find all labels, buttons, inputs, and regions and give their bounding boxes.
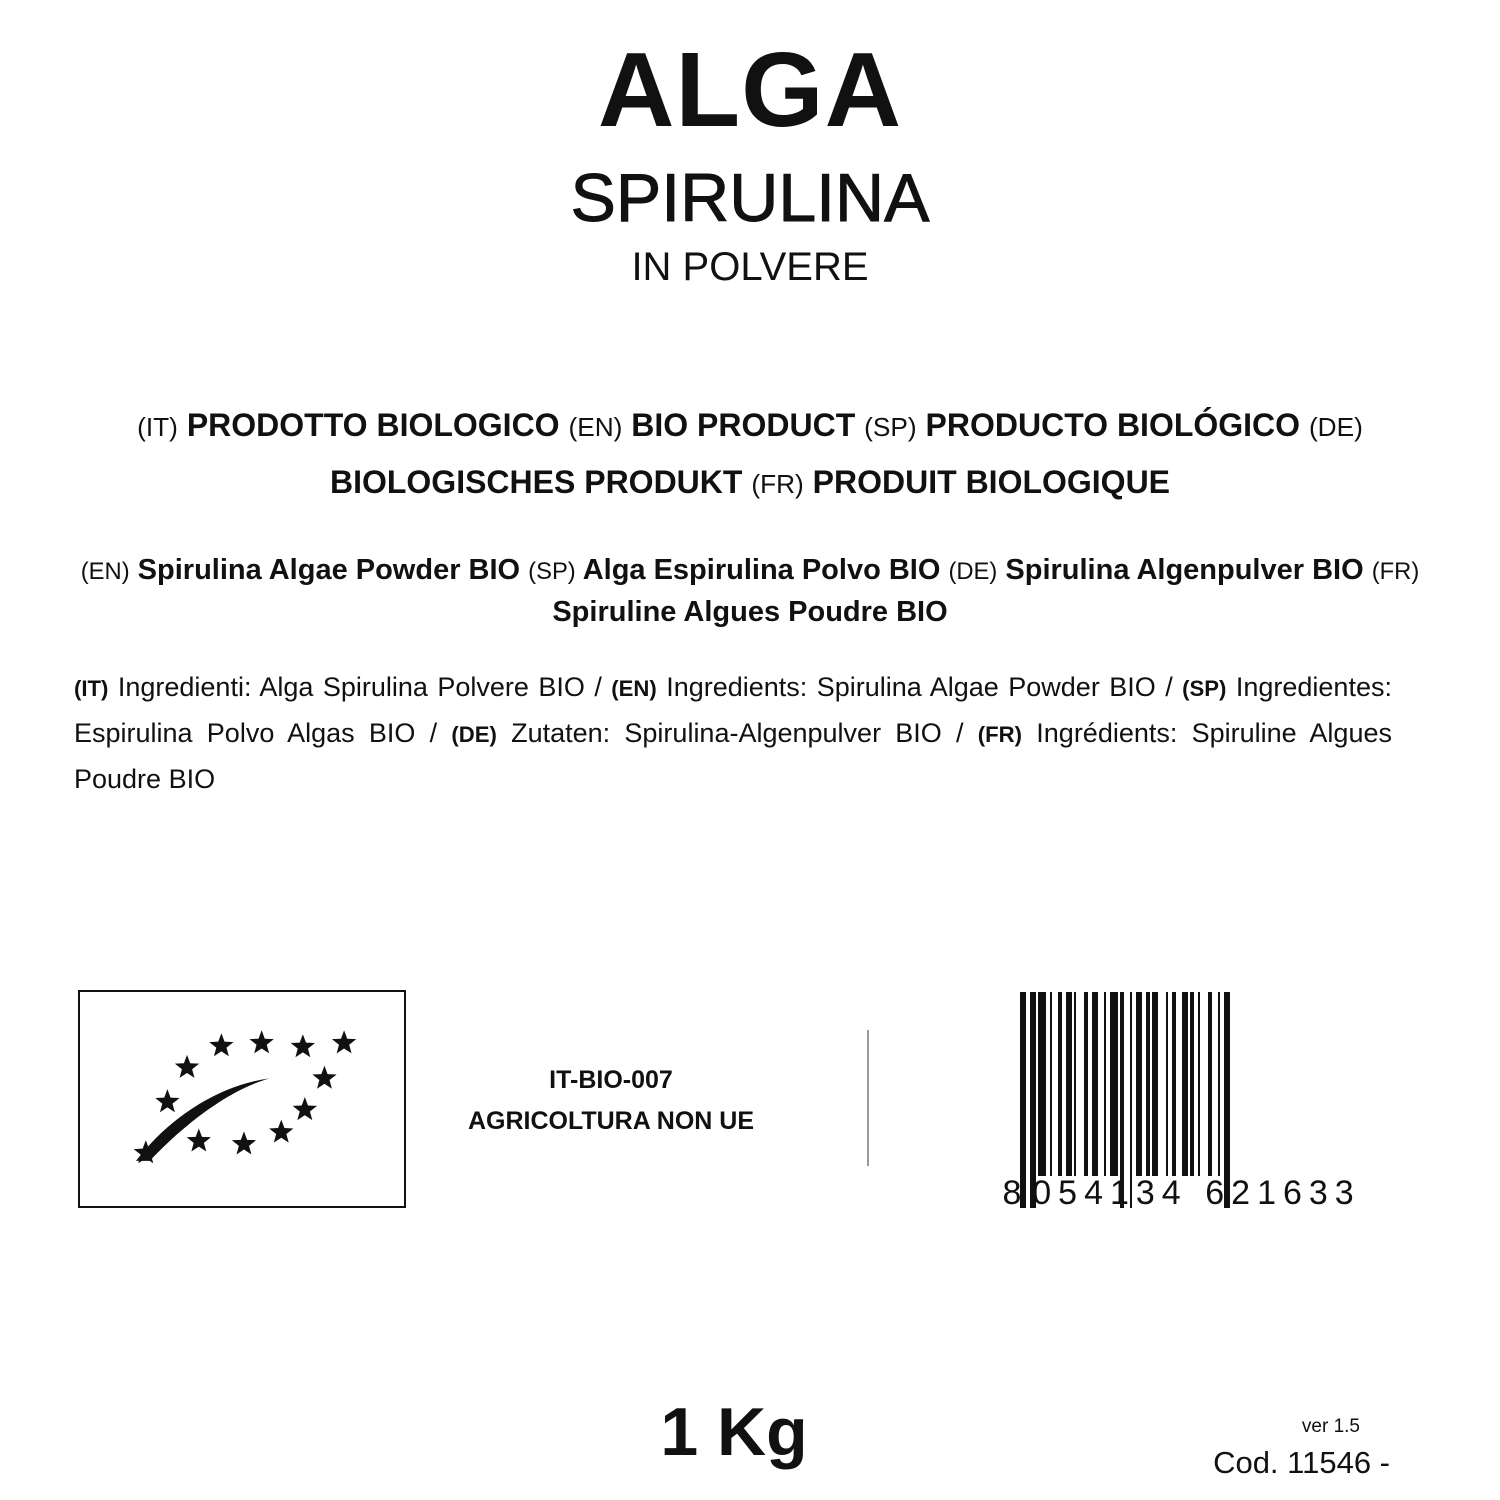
net-weight: 1 Kg — [660, 1394, 808, 1470]
product-code: Cod. 11546 - — [1213, 1445, 1390, 1480]
ingredients-text: Ingredientes: Espirulina Polvo Algas BIO / — [74, 672, 1392, 748]
lang-tag: (EN) — [611, 676, 657, 701]
product-subtitle: SPIRULINA — [570, 160, 930, 236]
ingredients-text: Ingredienti: Alga Spirulina Polvere BIO / — [117, 672, 602, 702]
bio-product-text: PRODUIT BIOLOGIQUE — [812, 464, 1171, 500]
ingredients-list — [74, 665, 1392, 802]
lang-tag: (FR) — [751, 469, 804, 499]
product-name-text: Spirulina Algenpulver BIO — [1005, 554, 1364, 586]
barcode-first-digit: 8 — [1002, 1174, 1022, 1210]
lang-tag: (IT) — [137, 412, 178, 442]
lang-tag: (DE) — [1308, 412, 1363, 442]
bio-product-text: BIO PRODUCT — [631, 407, 856, 443]
lang-tag: (EN) — [568, 412, 623, 442]
barcode — [1000, 990, 1390, 1210]
barcode-left-group: 054134 — [1032, 1174, 1188, 1210]
product-name-translations — [70, 550, 1430, 633]
product-name-text: Spirulina Algae Powder BIO — [137, 554, 521, 586]
product-name-text: Spiruline Algues Poudre BIO — [552, 596, 948, 628]
certification-code: IT-BIO-007 — [549, 1066, 673, 1094]
bio-product-translations — [80, 398, 1420, 512]
barcode-right-group: 621633 — [1205, 1174, 1361, 1210]
eu-organic-leaf-icon — [78, 990, 406, 1208]
bio-product-text: BIOLOGISCHES PRODUKT — [329, 464, 743, 500]
version-label: ver 1.5 — [1301, 1416, 1360, 1437]
ingredients-text: Ingredients: Spirulina Algae Powder BIO / — [666, 672, 1173, 702]
bio-product-text: PRODUCTO BIOLÓGICO — [925, 407, 1301, 443]
product-title: ALGA — [597, 31, 903, 149]
lang-tag: (SP) — [528, 558, 576, 585]
bio-product-text: PRODOTTO BIOLOGICO — [186, 407, 560, 443]
lang-tag: (DE) — [451, 722, 497, 747]
lang-tag: (IT) — [74, 676, 109, 701]
divider — [867, 1030, 869, 1166]
lang-tag: (EN) — [80, 558, 130, 585]
lang-tag: (FR) — [977, 722, 1023, 747]
lang-tag: (SP) — [864, 412, 917, 442]
ingredients-text: Zutaten: Spirulina-Algenpulver BIO / — [511, 718, 964, 748]
lang-tag: (DE) — [948, 558, 998, 585]
certification-origin: AGRICOLTURA NON UE — [467, 1107, 755, 1135]
certification-block — [430, 1060, 792, 1142]
product-form: IN POLVERE — [631, 245, 869, 289]
product-name-text: Alga Espirulina Polvo BIO — [582, 554, 941, 586]
lang-tag: (SP) — [1182, 676, 1227, 701]
ingredients-text: Ingrédients: Spiruline Algues Poudre BIO — [74, 718, 1392, 794]
lang-tag: (FR) — [1371, 558, 1420, 585]
